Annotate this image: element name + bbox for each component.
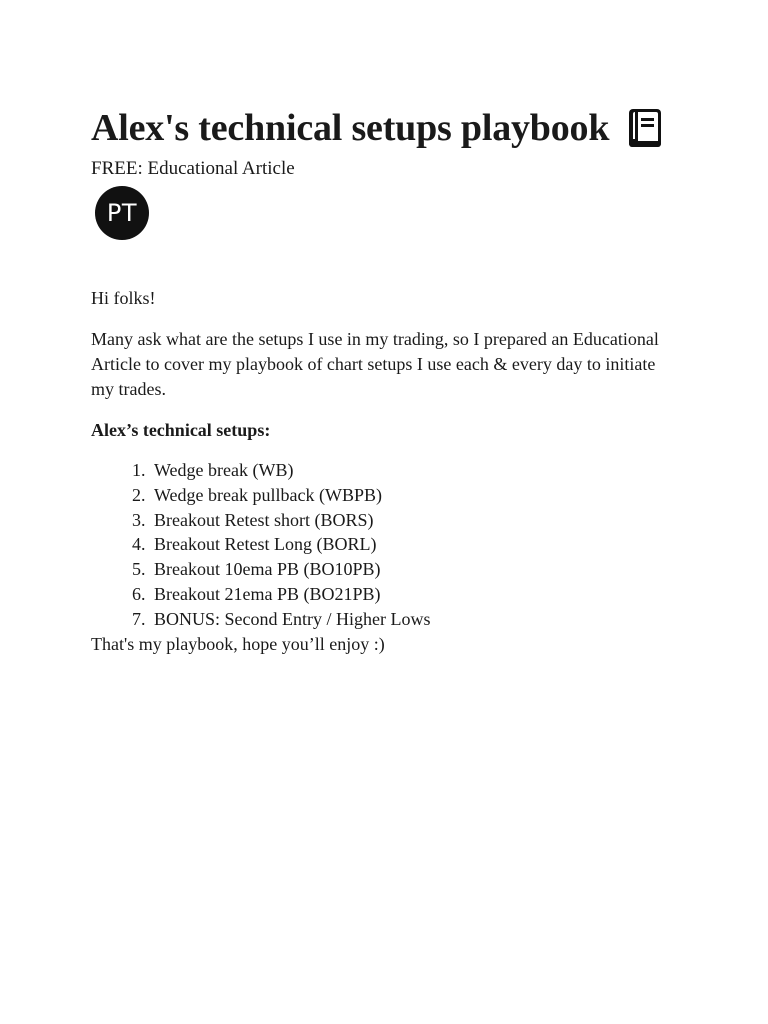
list-item: 7. BONUS: Second Entry / Higher Lows [150,607,681,632]
closing-text: That's my playbook, hope you’ll enjoy :) [91,633,385,654]
avatar-initials: PT [106,199,138,227]
list-item: 1. Wedge break (WB) [150,458,681,483]
setups-heading: Alex’s technical setups: [91,420,271,440]
greeting-text: Hi folks! [91,288,156,308]
page-title: Alex's technical setups playbook [91,107,610,149]
notebook-icon [627,107,663,149]
list-item: 2. Wedge break pullback (WBPB) [150,483,681,508]
setups-list [91,458,681,632]
article-subtitle: FREE: Educational Article [91,158,295,179]
title-row [91,104,681,152]
list-item: 6. Breakout 21ema PB (BO21PB) [150,582,681,607]
list-item: 5. Breakout 10ema PB (BO10PB) [150,557,681,582]
intro-paragraph: Many ask what are the setups I use in my trading, so I prepared an Educational Article to cover my playbook of chart setups I use each & every day to initiate my trades. [91,329,659,399]
list-item: 3. Breakout Retest short (BORS) [150,508,681,533]
article [91,104,681,657]
list-item: 4. Breakout Retest Long (BORL) [150,532,681,557]
avatar[interactable] [95,186,149,240]
